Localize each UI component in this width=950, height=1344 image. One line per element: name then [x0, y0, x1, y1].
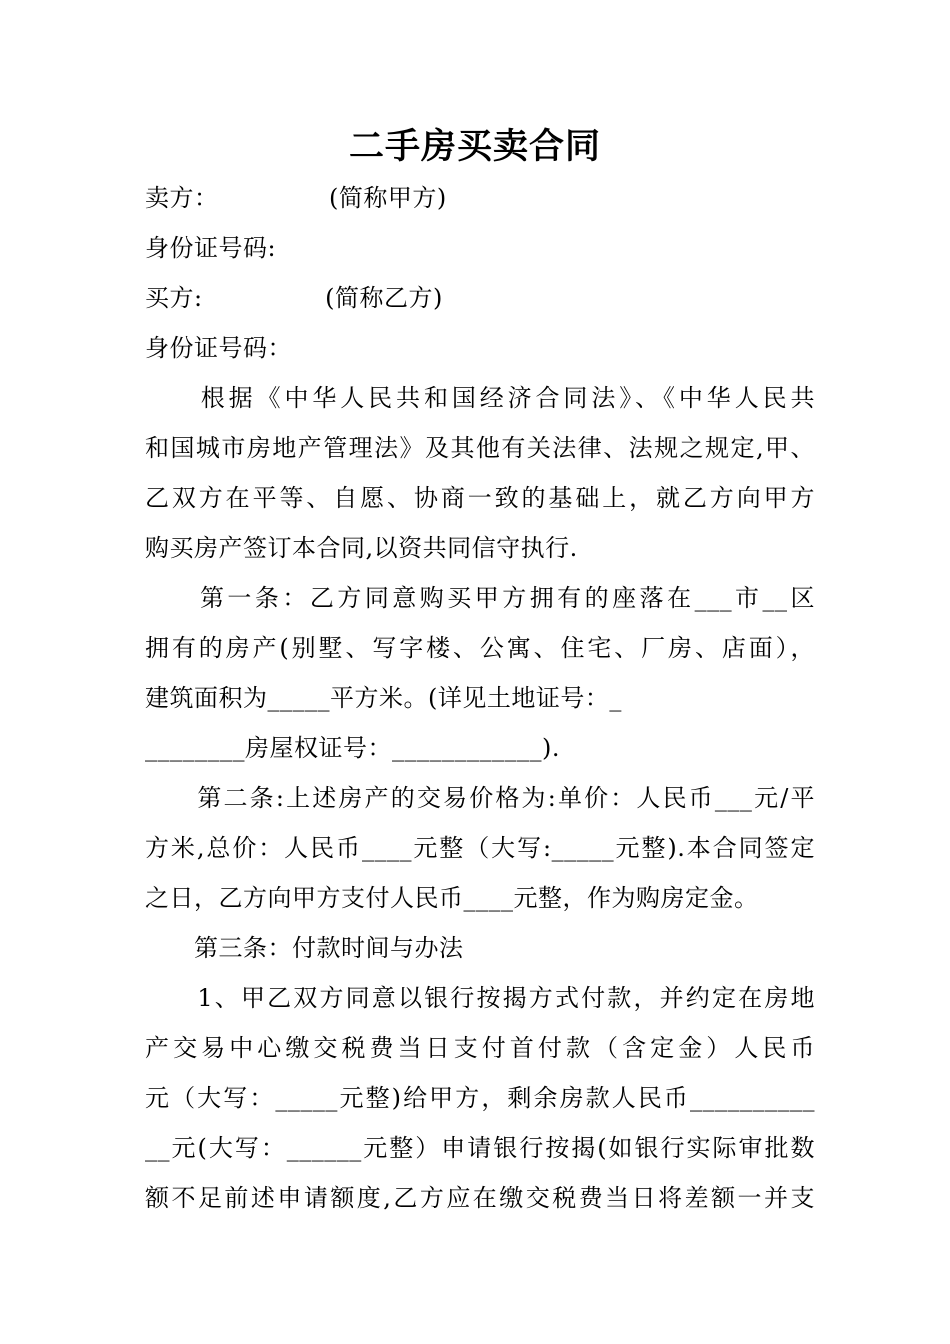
article-three-heading: 第三条：付款时间与办法 [145, 934, 464, 962]
clause-line: 1、甲乙双方同意以银行按揭方式付款，并约定在房地 [145, 984, 815, 1012]
buyer-line: 买方: (简称乙方) [145, 284, 443, 312]
clause-line: __元(大写：______元整）申请银行按揭(如银行实际审批数 [145, 1134, 815, 1162]
seller-id-line: 身份证号码: [145, 234, 277, 262]
buyer-id-line: 身份证号码： [145, 334, 292, 362]
article-two-line: 方米,总价：人民币____元整（大写:_____元整).本合同签定 [145, 834, 815, 862]
article-one-line: 建筑面积为_____平方米。(详见土地证号：_ [145, 684, 622, 712]
paragraph-line: 乙双方在平等、自愿、协商一致的基础上，就乙方向甲方 [145, 484, 815, 512]
article-one-line: 第一条：乙方同意购买甲方拥有的座落在___市__区 [145, 584, 815, 612]
paragraph-line: 和国城市房地产管理法》及其他有关法律、法规之规定,甲、 [145, 434, 815, 462]
article-two-line: 之日，乙方向甲方支付人民币____元整，作为购房定金。 [145, 884, 759, 912]
article-one-line: 拥有的房产(别墅、写字楼、公寓、住宅、厂房、店面）， [145, 634, 815, 662]
clause-line: 元（大写：_____元整)给甲方，剩余房款人民币__________ [145, 1084, 815, 1112]
clause-line: 额不足前述申请额度,乙方应在缴交税费当日将差额一并支 [145, 1184, 815, 1212]
paragraph-line: 根据《中华人民共和国经济合同法》、《中华人民共 [145, 384, 815, 412]
document-title: 二手房买卖合同 [348, 126, 601, 167]
clause-line: 产交易中心缴交税费当日支付首付款（含定金）人民币 [145, 1034, 815, 1062]
article-two-line: 第二条:上述房产的交易价格为:单价：人民币___元/平 [145, 784, 815, 812]
article-one-line: ________房屋权证号：____________). [145, 734, 560, 762]
paragraph-line: 购买房产签订本合同,以资共同信守执行. [145, 534, 578, 562]
seller-line: 卖方： (简称甲方) [145, 184, 447, 212]
